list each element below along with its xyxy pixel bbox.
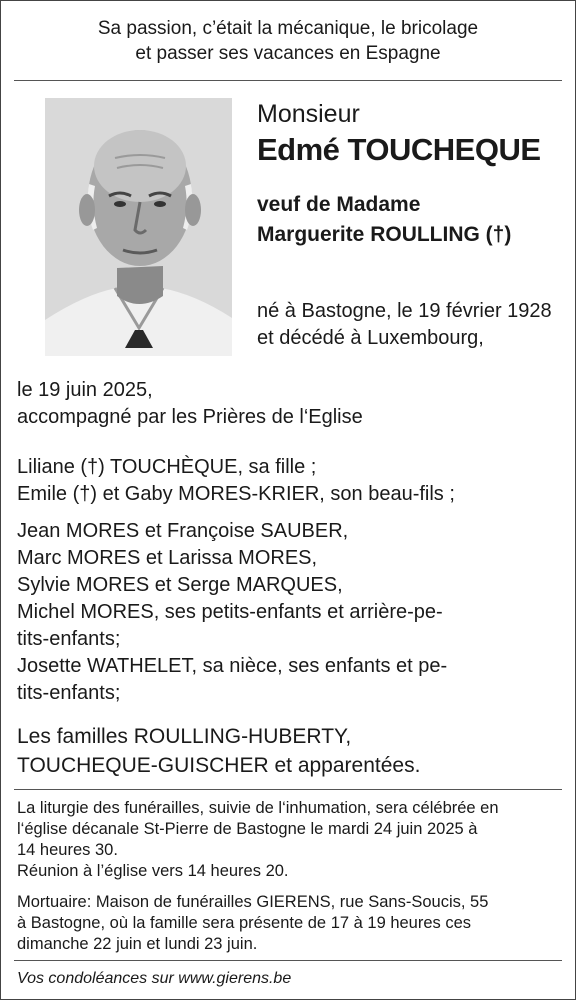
birth-line: et décédé à Luxembourg, xyxy=(257,327,484,349)
birth-line: né à Bastogne, le 19 février 1928 xyxy=(257,300,552,322)
divider xyxy=(14,80,562,81)
family-line: TOUCHEQUE-GUISCHER et apparentées. xyxy=(17,754,421,777)
death-line: accompagné par les Prières de l‘Eglise xyxy=(17,406,363,428)
family-line: Liliane (†) TOUCHÈQUE, sa fille ; xyxy=(17,456,317,478)
family-line: Josette WATHELET, sa nièce, ses enfants et pe- xyxy=(17,655,448,677)
liturgy-line: La liturgie des funérailles, suivie de l‘inhumation, sera célébrée en xyxy=(17,799,499,817)
quote-line: Sa passion, c’était la mécanique, le bricolage xyxy=(97,18,479,39)
family-line: Michel MORES, ses petits-enfants et arrière-pe- xyxy=(17,601,443,623)
family-line: Jean MORES et Françoise SAUBER, xyxy=(17,520,349,542)
condolences-link[interactable]: Vos condoléances sur www.gierens.be xyxy=(17,970,292,987)
mortuary-line: Mortuaire: Maison de funérailles GIERENS, rue Sans-Soucis, 55 xyxy=(17,893,489,911)
divider xyxy=(14,960,562,961)
honorific: Monsieur xyxy=(257,100,360,128)
family-line: Les familles ROULLING-HUBERTY, xyxy=(17,725,352,748)
portrait-photo-icon xyxy=(45,98,232,356)
family-line: tits-enfants; xyxy=(17,628,121,650)
family-group-children xyxy=(17,454,455,508)
liturgy-line: l‘église décanale St-Pierre de Bastogne le mardi 24 juin 2025 à xyxy=(17,820,478,838)
epitaph-quote xyxy=(0,16,576,66)
birth-info xyxy=(257,298,552,352)
deceased-name: Edmé TOUCHEQUE xyxy=(257,132,541,167)
family-group-grandchildren xyxy=(17,518,447,707)
mortuary-line: dimanche 22 juin et lundi 23 juin. xyxy=(17,935,258,953)
family-line: Marc MORES et Larissa MORES, xyxy=(17,547,318,569)
spouse-line: Marguerite ROULLING (†) xyxy=(257,223,512,246)
divider xyxy=(14,789,562,790)
death-line: le 19 juin 2025, xyxy=(17,379,153,401)
liturgy-line: 14 heures 30. xyxy=(17,841,118,859)
portrait-photo xyxy=(45,98,232,356)
family-line: tits-enfants; xyxy=(17,682,121,704)
mortuary-info xyxy=(17,892,562,955)
liturgy-info xyxy=(17,798,562,882)
spouse-line: veuf de Madame xyxy=(257,193,421,216)
family-line: Emile (†) et Gaby MORES-KRIER, son beau-fils ; xyxy=(17,483,455,505)
quote-line: et passer ses vacances en Espagne xyxy=(135,43,441,64)
family-line: Sylvie MORES et Serge MARQUES, xyxy=(17,574,343,596)
mortuary-line: à Bastogne, où la famille sera présente de 17 à 19 heures ces xyxy=(17,914,472,932)
death-info xyxy=(17,377,363,431)
spouse-info xyxy=(257,190,511,250)
liturgy-line: Réunion à l’église vers 14 heures 20. xyxy=(17,862,289,880)
family-group-relatives xyxy=(17,722,420,780)
